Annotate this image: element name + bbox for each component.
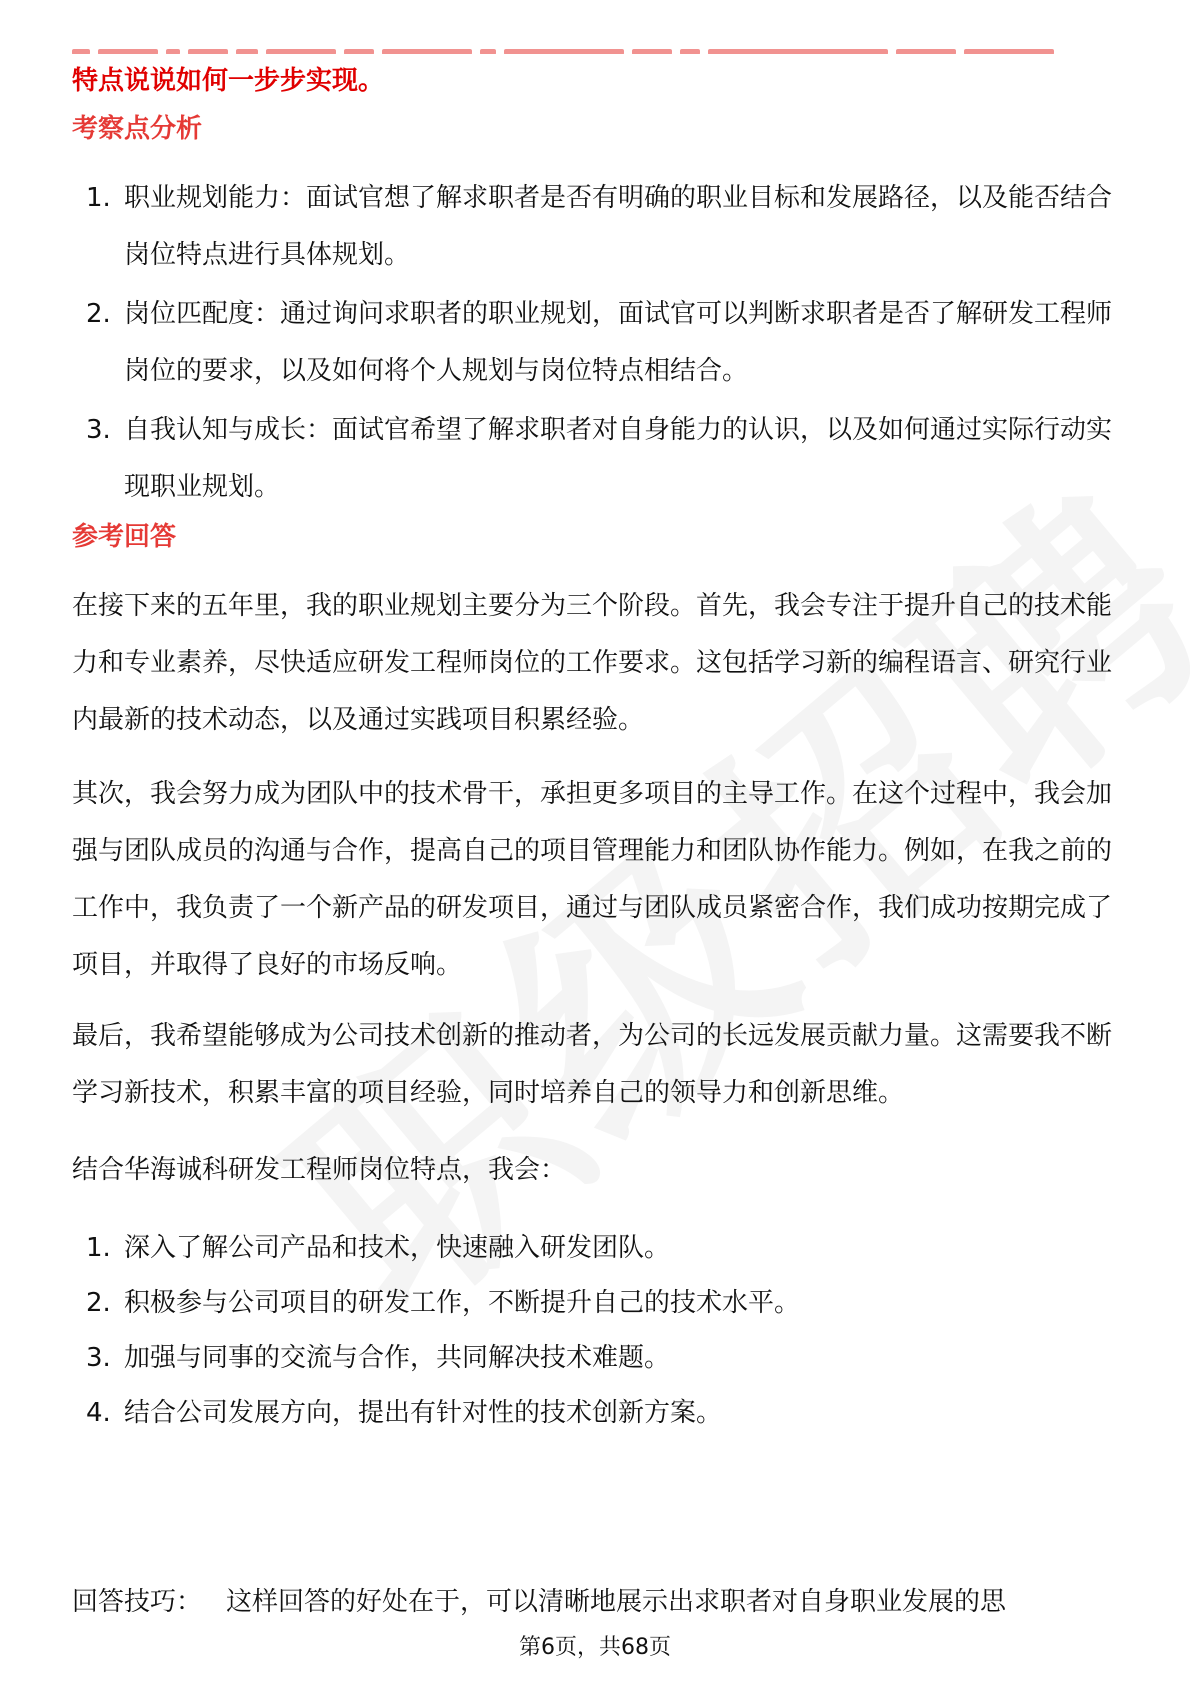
answer-paragraph: 其次，我会努力成为团队中的技术骨干，承担更多项目的主导工作。在这个过程中，我会加强与团队成员的沟通与合作，提高自己的项目管理能力和团队协作能力。例如，在我之前的工作中，我负责了一个新产品的研发项目，通过与团队成员紧密合作，我们成功按期完成了项目，并取得了良好的市场反响。 <box>72 779 1113 980</box>
answer-paragraph: 结合华海诚科研发工程师岗位特点，我会： <box>72 1155 567 1185</box>
answer-paragraph: 最后，我希望能够成为公司技术创新的推动者，为公司的长远发展贡献力量。这需要我不断学习新技术，积累丰富的项目经验，同时培养自己的领导力和创新思维。 <box>72 1021 1113 1108</box>
list-number: 4. <box>86 1398 111 1428</box>
tips-text: 这样回答的好处在于，可以清晰地展示出求职者对自身职业发展的思 <box>226 1587 1007 1617</box>
list-number: 1. <box>86 183 111 213</box>
list-text: 自我认知与成长：面试官希望了解求职者对自身能力的认识，以及如何通过实际行动实现职业规划。 <box>124 415 1113 502</box>
answer-heading: 参考回答 <box>72 522 177 552</box>
list-text: 深入了解公司产品和技术，快速融入研发团队。 <box>124 1233 671 1263</box>
list-number: 2. <box>86 299 111 329</box>
list-item <box>72 1332 1122 1385</box>
list-text: 积极参与公司项目的研发工作，不断提升自己的技术水平。 <box>124 1288 801 1318</box>
analysis-heading: 考察点分析 <box>72 114 203 144</box>
list-item <box>72 1387 1122 1440</box>
list-number: 3. <box>86 1343 111 1373</box>
list-item <box>72 402 1122 516</box>
analysis-list <box>72 170 1122 518</box>
list-text: 岗位匹配度：通过询问求职者的职业规划，面试官可以判断求职者是否了解研发工程师岗位的要求，以及如何将个人规划与岗位特点相结合。 <box>124 299 1113 386</box>
list-text: 结合公司发展方向，提出有针对性的技术创新方案。 <box>124 1398 723 1428</box>
clipped-previous-line <box>72 40 1112 54</box>
list-item <box>72 286 1122 400</box>
answer-tips <box>72 1582 1122 1622</box>
list-number: 1. <box>86 1233 111 1263</box>
list-item <box>72 1222 1122 1275</box>
page-footer: 第6页，共68页 <box>519 1635 671 1660</box>
plan-list <box>72 1222 1122 1442</box>
list-text: 加强与同事的交流与合作，共同解决技术难题。 <box>124 1343 671 1373</box>
question-tail: 特点说说如何一步步实现。 <box>72 66 385 96</box>
list-number: 3. <box>86 415 111 445</box>
list-number: 2. <box>86 1288 111 1318</box>
list-text: 职业规划能力：面试官想了解求职者是否有明确的职业目标和发展路径，以及能否结合岗位特点进行具体规划。 <box>124 183 1113 270</box>
list-item <box>72 1277 1122 1330</box>
tips-label: 回答技巧： <box>72 1587 203 1617</box>
answer-paragraph: 在接下来的五年里，我的职业规划主要分为三个阶段。首先，我会专注于提升自己的技术能力和专业素养，尽快适应研发工程师岗位的工作要求。这包括学习新的编程语言、研究行业内最新的技术动态，以及通过实践项目积累经验。 <box>72 591 1113 735</box>
list-item <box>72 170 1122 284</box>
